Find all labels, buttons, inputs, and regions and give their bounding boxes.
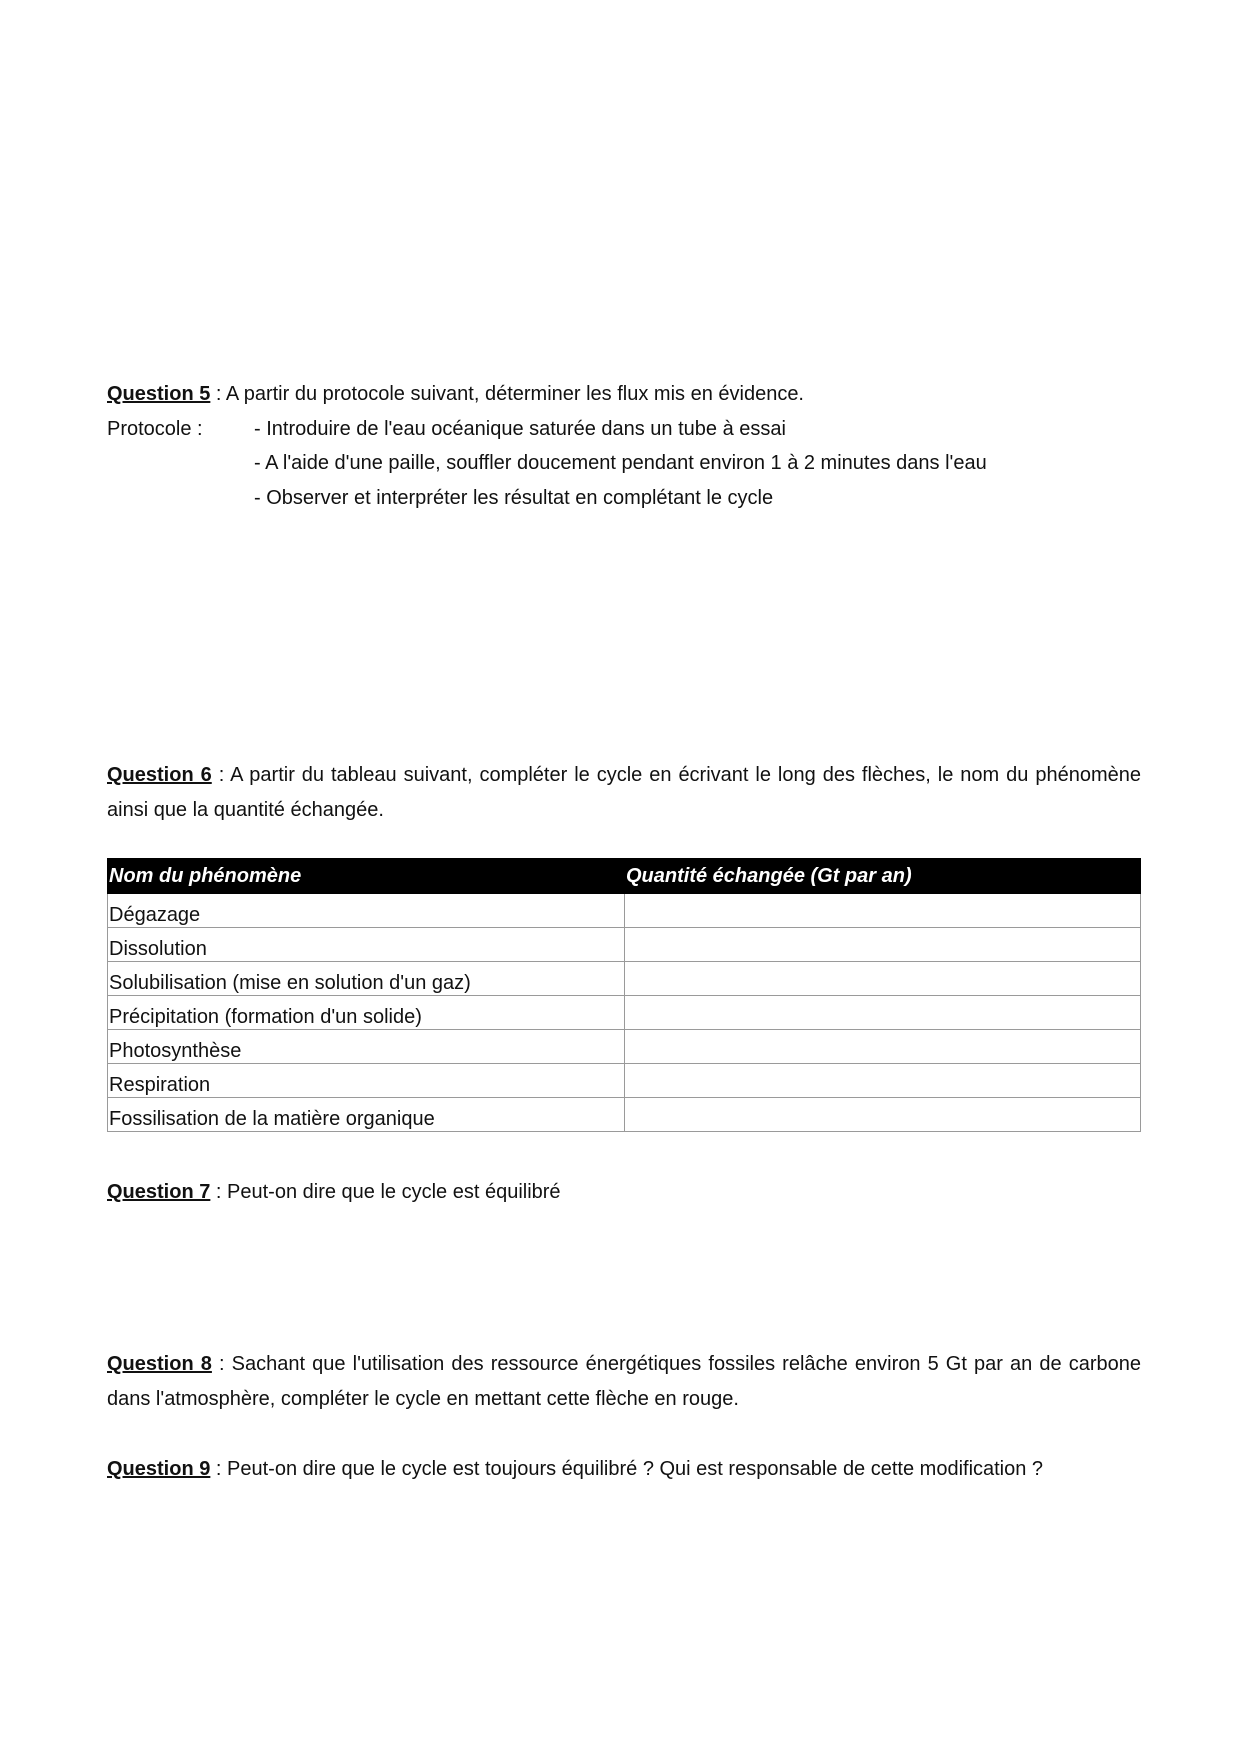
protocol-step-2: - A l'aide d'une paille, souffler doucement pendant environ 1 à 2 minutes dans l'eau (254, 452, 987, 474)
phenomena-table (107, 858, 1141, 1132)
table-row (108, 1064, 1141, 1098)
question-9-label: Question 9 (107, 1458, 211, 1480)
phenomenon-name-cell: Précipitation (formation d'un solide) (108, 996, 625, 1030)
phenomenon-name-cell: Fossilisation de la matière organique (108, 1098, 625, 1132)
question-5-label: Question 5 (107, 383, 211, 405)
question-8-label: Question 8 (107, 1353, 212, 1375)
question-6-text: : A partir du tableau suivant, compléter le cycle en écrivant le long des flèches, le nom du phénomène ainsi que la quantité échangée. (107, 764, 1141, 821)
protocol-step-3: - Observer et interpréter les résultat en complétant le cycle (254, 487, 774, 509)
phenomenon-name-cell: Respiration (108, 1064, 625, 1098)
table-row (108, 894, 1141, 928)
phenomenon-name-cell: Dissolution (108, 928, 625, 962)
quantity-cell (625, 1064, 1141, 1098)
question-8 (107, 1347, 1141, 1417)
question-5 (107, 377, 804, 411)
table-row (108, 1098, 1141, 1132)
table-row (108, 962, 1141, 996)
header-phenomenon-name: Nom du phénomène (108, 859, 625, 894)
table-row (108, 996, 1141, 1030)
phenomenon-name-cell: Photosynthèse (108, 1030, 625, 1064)
question-9-text: : Peut-on dire que le cycle est toujours équilibré ? Qui est responsable de cette modification ? (210, 1458, 1044, 1480)
question-6 (107, 758, 1141, 828)
quantity-cell (625, 894, 1141, 928)
protocol-label: Protocole : (107, 418, 203, 440)
question-7 (107, 1175, 561, 1209)
phenomenon-name-cell: Dégazage (108, 894, 625, 928)
quantity-cell (625, 1030, 1141, 1064)
phenomenon-name-cell: Solubilisation (mise en solution d'un gaz) (108, 962, 625, 996)
protocol-step-1: - Introduire de l'eau océanique saturée dans un tube à essai (254, 418, 786, 440)
table-row (108, 928, 1141, 962)
question-7-text: : Peut-on dire que le cycle est équilibré (210, 1181, 561, 1203)
quantity-cell (625, 996, 1141, 1030)
question-6-label: Question 6 (107, 764, 212, 786)
question-7-label: Question 7 (107, 1181, 211, 1203)
quantity-cell (625, 1098, 1141, 1132)
question-9 (107, 1452, 1043, 1486)
table-header-row (108, 859, 1141, 894)
question-5-text: : A partir du protocole suivant, déterminer les flux mis en évidence. (210, 383, 804, 405)
question-8-text: : Sachant que l'utilisation des ressource énergétiques fossiles relâche environ 5 Gt par an de carbone dans l'atmosphère, compléter le cycle en mettant cette flèche en rouge. (107, 1353, 1141, 1410)
table-row (108, 1030, 1141, 1064)
quantity-cell (625, 962, 1141, 996)
quantity-cell (625, 928, 1141, 962)
header-quantity-exchanged: Quantité échangée (Gt par an) (625, 859, 1141, 894)
